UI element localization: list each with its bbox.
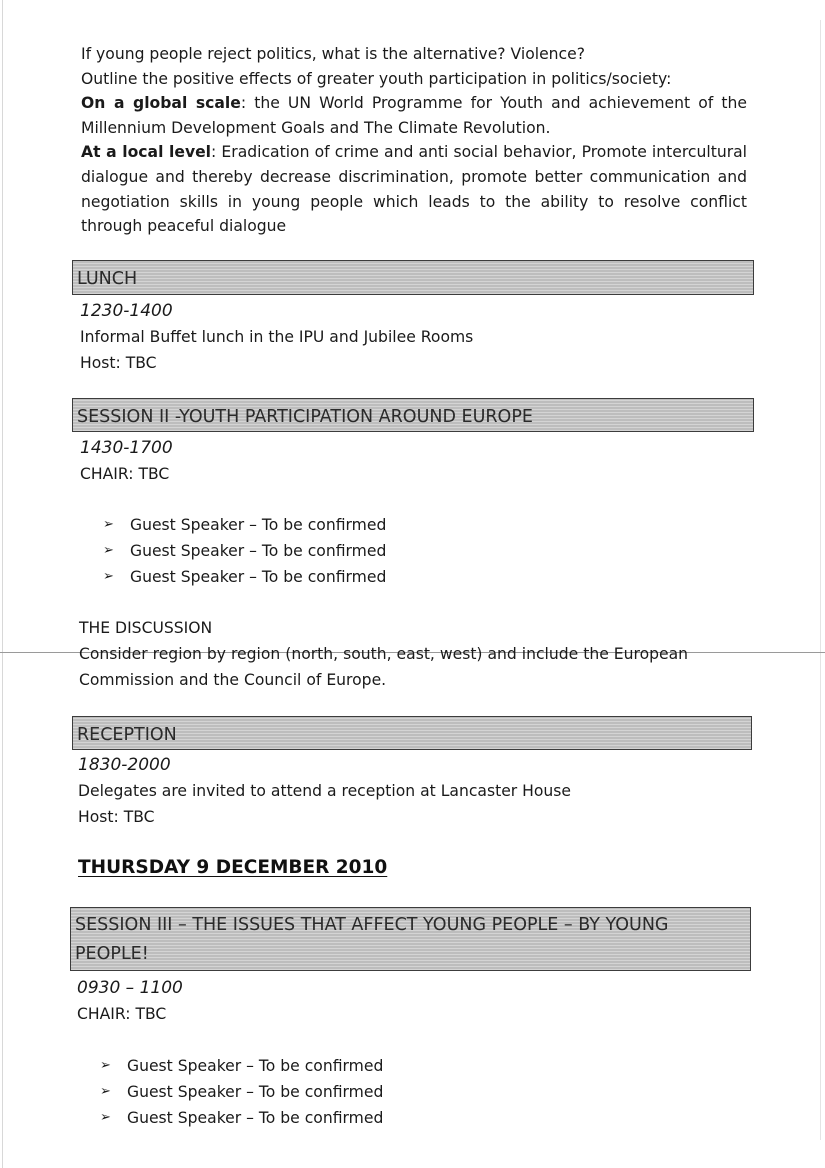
- reception-heading: RECEPTION: [77, 725, 177, 745]
- reception-description: Delegates are invited to attend a reception at Lancaster House: [78, 782, 572, 800]
- list-item: ➢ Guest Speaker – To be confirmed: [100, 1053, 383, 1079]
- intro-global: [81, 91, 747, 140]
- discussion-line-1: Consider region by region (north, south, east, west) and include the European: [79, 645, 689, 663]
- session2-heading: SESSION II -YOUTH PARTICIPATION AROUND EUROPE: [77, 407, 533, 427]
- session2-heading-bar: [72, 398, 754, 432]
- list-item: ➢ Guest Speaker – To be confirmed: [100, 1079, 383, 1105]
- reception-host: Host: TBC: [78, 808, 155, 826]
- session2-time: 1430-1700: [80, 438, 173, 458]
- arrow-bullet-icon: ➢: [103, 543, 114, 558]
- intro-outline: Outline the positive effects of greater youth participation in politics/society:: [81, 69, 672, 88]
- lunch-heading-bar: [72, 260, 754, 295]
- intro-global-text: : the UN World Programme for Youth and achievement of the Millennium Development Goals and The Climate Revolution.: [81, 94, 747, 137]
- list-item: ➢ Guest Speaker – To be confirmed: [103, 564, 386, 590]
- session3-heading-bar: [70, 907, 751, 971]
- reception-time: 1830-2000: [78, 755, 171, 775]
- intro-local-text: : Eradication of crime and anti social behavior, Promote intercultural dialogue and thereby decrease discrimination, promote better communication and negotiation skills in young people which leads to the ability to resolve conflict through peaceful dialogue: [81, 143, 747, 236]
- arrow-bullet-icon: ➢: [100, 1058, 111, 1073]
- scan-edge-line-right: [820, 20, 821, 1140]
- intro-question: If young people reject politics, what is the alternative? Violence?: [81, 45, 585, 63]
- session3-heading-line-2: PEOPLE!: [75, 944, 149, 964]
- reception-details: [78, 752, 738, 830]
- lunch-description: Informal Buffet lunch in the IPU and Jubilee Rooms: [80, 328, 474, 346]
- session3-speaker-list: [100, 1053, 383, 1131]
- intro-global-label: On a global scale: [81, 94, 241, 113]
- scan-edge-line: [2, 0, 3, 1168]
- intro-block: [81, 42, 747, 239]
- session2-details: [80, 435, 740, 487]
- discussion-line-2: Commission and the Council of Europe.: [79, 671, 387, 689]
- arrow-bullet-icon: ➢: [100, 1084, 111, 1099]
- reception-heading-bar: [72, 716, 752, 750]
- session2-chair: CHAIR: TBC: [80, 465, 170, 483]
- lunch-heading: LUNCH: [77, 269, 138, 289]
- arrow-bullet-icon: ➢: [103, 569, 114, 584]
- session3-time: 0930 – 1100: [77, 978, 183, 998]
- session2-discussion: [79, 615, 739, 693]
- list-item: ➢ Guest Speaker – To be confirmed: [100, 1105, 383, 1131]
- session3-details: [77, 975, 737, 1027]
- list-item: ➢ Guest Speaker – To be confirmed: [103, 538, 386, 564]
- intro-local-label: At a local level: [81, 143, 212, 162]
- intro-local: [81, 140, 747, 238]
- arrow-bullet-icon: ➢: [103, 517, 114, 532]
- arrow-bullet-icon: ➢: [100, 1110, 111, 1125]
- list-item: ➢ Guest Speaker – To be confirmed: [103, 512, 386, 538]
- session3-chair: CHAIR: TBC: [77, 1005, 167, 1023]
- discussion-title: THE DISCUSSION: [79, 619, 213, 637]
- session2-speaker-list: [103, 512, 386, 590]
- lunch-host: Host: TBC: [80, 354, 157, 372]
- lunch-time: 1230-1400: [80, 301, 173, 321]
- session3-heading-line-1: SESSION III – THE ISSUES THAT AFFECT YOUNG PEOPLE – BY YOUNG: [75, 915, 669, 935]
- day-heading: THURSDAY 9 DECEMBER 2010: [78, 857, 388, 878]
- lunch-details: [80, 298, 740, 376]
